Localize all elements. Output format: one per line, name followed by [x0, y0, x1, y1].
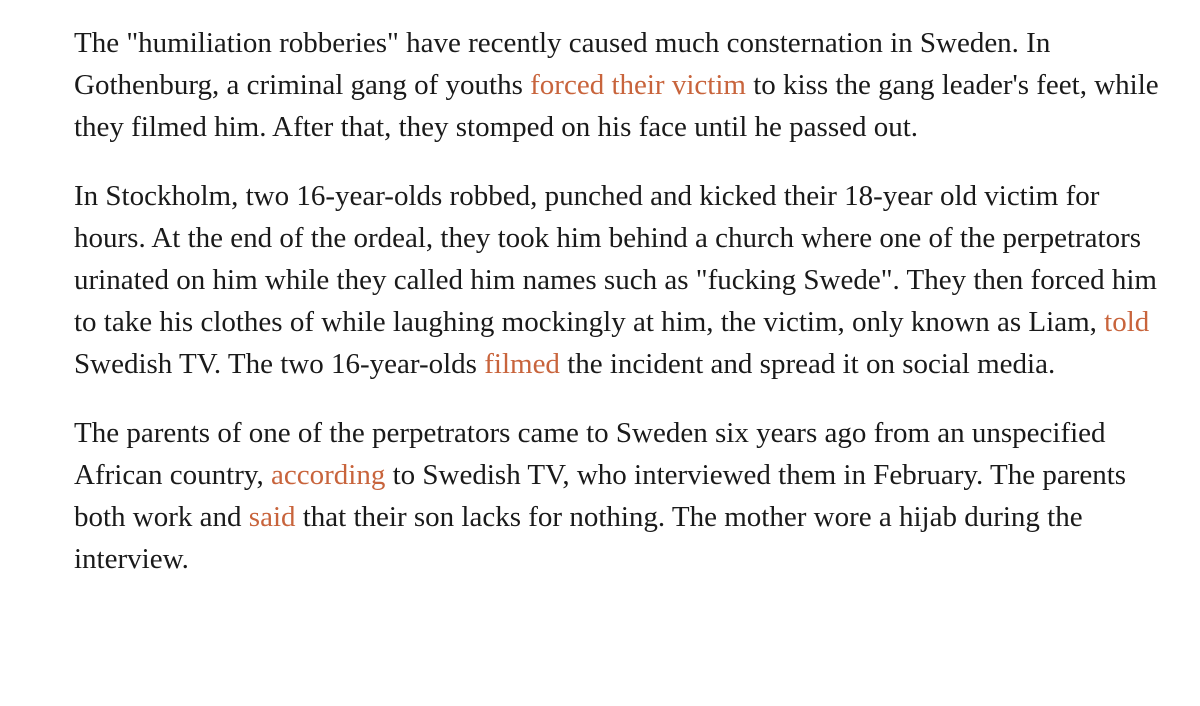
paragraph-1-text-1: The "humiliation robberies" have recently caused much consternation in Sweden. In Gothenburg, a criminal gang of youths [74, 27, 1051, 101]
paragraph-2-text-3: the incident and spread it on social media. [559, 348, 1056, 380]
paragraph-3 [74, 412, 1164, 580]
article-body [74, 22, 1164, 607]
paragraph-2-text-1: In Stockholm, two 16-year-olds robbed, punched and kicked their 18-year old victim for hours. At the end of the ordeal, they took him behind a church where one of the perpetrators urinated on him while they called him names such as "fucking Swede". They then forced him to take his clothes of while laughing mockingly at him, the victim, only known as Liam, [74, 180, 1157, 338]
paragraph-3-text-1: The parents of one of the perpetrators came to Sweden six years ago from an unspecified African country, [74, 417, 1106, 491]
paragraph-3-text-2: to Swedish TV, who interviewed them in February. The parents both work and [74, 459, 1127, 533]
paragraph-1 [74, 22, 1164, 148]
link-said[interactable]: said [248, 501, 296, 533]
paragraph-3-text-3: that their son lacks for nothing. The mother wore a hijab during the interview. [74, 501, 1083, 575]
link-filmed[interactable]: filmed [484, 348, 560, 380]
link-forced-their-victim[interactable]: forced their victim [530, 69, 746, 101]
link-told[interactable]: told [1104, 306, 1150, 338]
link-according[interactable]: according [271, 459, 386, 491]
paragraph-1-text-2: to kiss the gang leader's feet, while they filmed him. After that, they stomped on his face until he passed out. [74, 69, 1159, 143]
paragraph-2 [74, 175, 1164, 385]
paragraph-2-text-2: Swedish TV. The two 16-year-olds [74, 348, 485, 380]
